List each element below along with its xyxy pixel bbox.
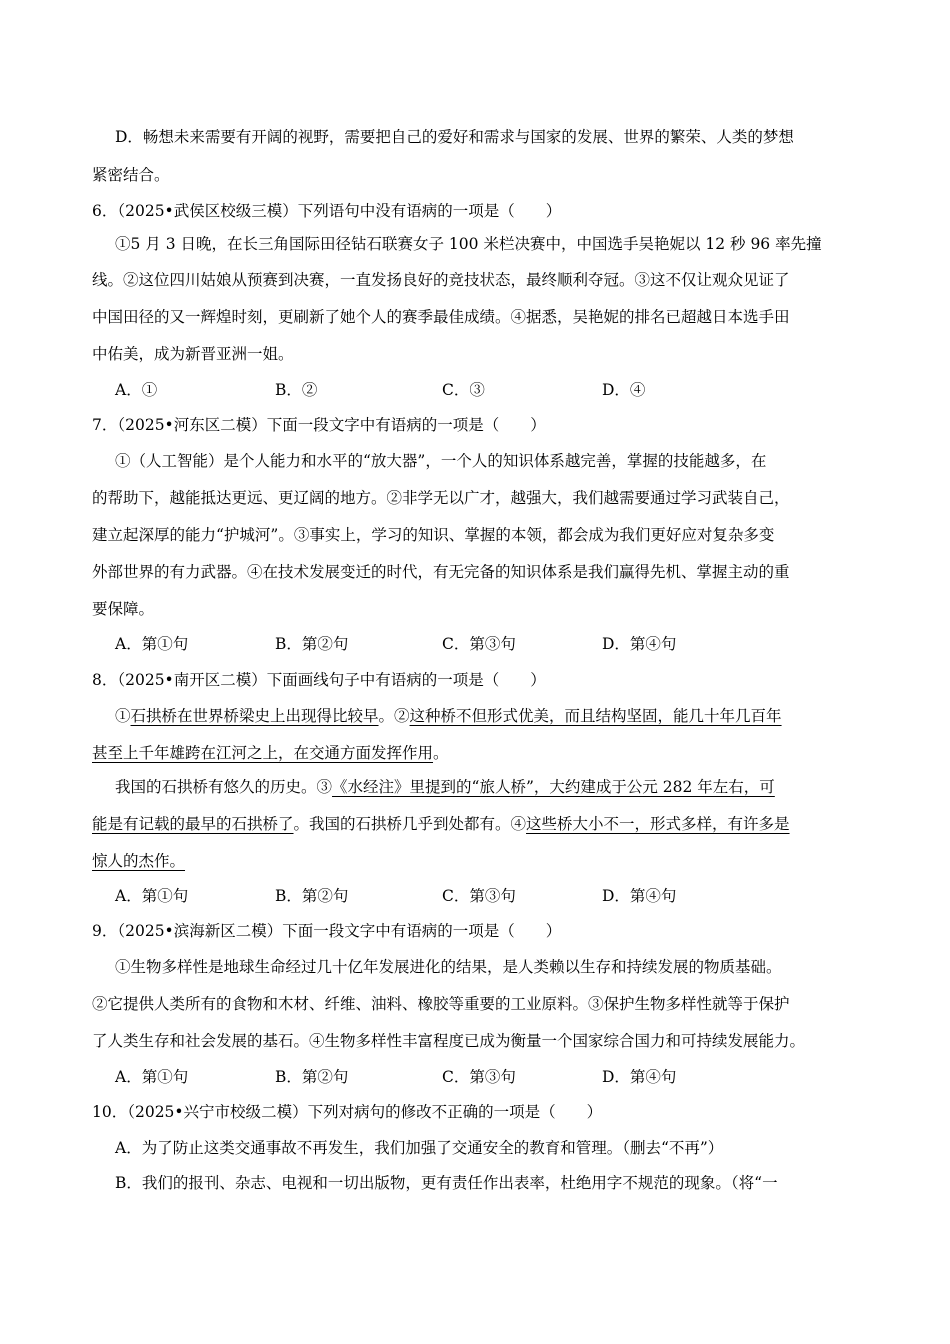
q8-passage-line2	[92, 742, 449, 764]
q8-passage-line5	[92, 850, 185, 872]
q8-passage-line1	[115, 705, 782, 727]
q5-option-d-line1: D．畅想未来需要有开阔的视野，需要把自己的爱好和需求与国家的发展、世界的繁荣、人类的梦想	[115, 128, 794, 146]
q8-option-c[interactable]: C．第③句	[442, 887, 516, 905]
q10-option-b[interactable]: B．我们的报刊、杂志、电视和一切出版物，更有责任作出表率，杜绝用字不规范的现象。（将“一	[115, 1174, 778, 1192]
q8-underlined-sentence4: 这些桥大小不一，形式多样，有许多是	[526, 815, 790, 833]
q5-option-d-line2: 紧密结合。	[92, 166, 170, 184]
q9-option-b[interactable]: B．第②句	[275, 1068, 349, 1086]
q9-option-a[interactable]: A．第①句	[115, 1068, 189, 1086]
q8-underlined-sentence4-cont: 惊人的杰作。	[92, 852, 186, 870]
q8-period: 。	[433, 744, 449, 762]
q10-option-a[interactable]: A．为了防止这类交通事故不再发生，我们加强了交通安全的教育和管理。（删去“不再”）	[115, 1139, 724, 1157]
q8-option-d[interactable]: D．第④句	[602, 887, 677, 905]
q6-option-b[interactable]: B．②	[275, 381, 318, 399]
q7-stem: 7．（2025•河东区二模）下面一段文字中有语病的一项是（ ）	[92, 416, 546, 434]
q8-underlined-sentence3: 《水经注》里提到的“旅人桥”，大约建成于公元 282 年左右，可	[332, 778, 775, 796]
q7-option-c[interactable]: C．第③句	[442, 635, 516, 653]
q8-option-a[interactable]: A．第①句	[115, 887, 189, 905]
q8-plain-text2: 。我国的石拱桥几乎到处都有。④	[293, 815, 527, 833]
q8-plain-text: 我国的石拱桥有悠久的历史。③	[115, 778, 333, 796]
q6-option-a[interactable]: A．①	[115, 381, 158, 399]
q7-option-b[interactable]: B．第②句	[275, 635, 349, 653]
q6-stem: 6．（2025•武侯区校级三模）下列语句中没有语病的一项是（ ）	[92, 202, 562, 220]
q8-sentence1-marker: ①	[115, 707, 131, 725]
q7-passage-line4: 外部世界的有力武器。④在技术发展变迁的时代，有无完备的知识体系是我们赢得先机、掌握主动的重	[92, 563, 790, 581]
q6-option-c[interactable]: C．③	[442, 381, 485, 399]
q10-stem: 10．（2025•兴宁市校级二模）下列对病句的修改不正确的一项是（ ）	[92, 1103, 603, 1121]
q8-passage-line3	[115, 776, 775, 798]
q7-passage-line5: 要保障。	[92, 600, 155, 618]
q7-passage-line2: 的帮助下，越能抵达更远、更辽阔的地方。②非学无以广才，越强大，我们越需要通过学习武装自己，	[92, 489, 790, 507]
q6-option-d[interactable]: D．④	[602, 381, 646, 399]
q9-stem: 9．（2025•滨海新区二模）下面一段文字中有语病的一项是（ ）	[92, 922, 562, 940]
q7-option-d[interactable]: D．第④句	[602, 635, 677, 653]
q8-underlined-sentence1: 石拱桥在世界桥梁史上出现得比较早	[130, 707, 379, 725]
q7-option-a[interactable]: A．第①句	[115, 635, 189, 653]
q8-underlined-sentence2-cont: 甚至上千年雄跨在江河之上，在交通方面发挥作用	[92, 744, 434, 762]
q9-passage-line1: ①生物多样性是地球生命经过几十亿年发展进化的结果，是人类赖以生存和持续发展的物质基础。	[115, 958, 782, 976]
q6-passage-line4: 中佑美，成为新晋亚洲一姐。	[92, 345, 294, 363]
q8-stem: 8．（2025•南开区二模）下面画线句子中有语病的一项是（ ）	[92, 671, 546, 689]
q9-passage-line2: ②它提供人类所有的食物和木材、纤维、油料、橡胶等重要的工业原料。③保护生物多样性就等于保护	[92, 995, 790, 1013]
q7-passage-line3: 建立起深厚的能力“护城河”。③事实上，学习的知识、掌握的本领，都会成为我们更好应对复杂多变	[92, 526, 775, 544]
q6-passage-line1: ①5 月 3 日晚，在长三角国际田径钻石联赛女子 100 米栏决赛中，中国选手吴艳妮以 12 秒 96 率先撞	[115, 235, 822, 253]
q6-passage-line3: 中国田径的又一辉煌时刻，更刷新了她个人的赛季最佳成绩。④据悉，吴艳妮的排名已超越日本选手田	[92, 308, 790, 326]
q8-underlined-sentence3-cont: 能是有记载的最早的石拱桥了	[92, 815, 294, 833]
q7-passage-line1: ①（人工智能）是个人能力和水平的“放大器”，一个人的知识体系越完善，掌握的技能越多，在	[115, 452, 767, 470]
q8-underlined-sentence2: 这种桥不但形式优美，而且结构坚固，能几十年几百年	[409, 707, 782, 725]
q6-passage-line2: 线。②这位四川姑娘从预赛到决赛，一直发扬良好的竞技状态，最终顺利夺冠。③这不仅让观众见证了	[92, 271, 790, 289]
q8-option-b[interactable]: B．第②句	[275, 887, 349, 905]
q8-sentence2-marker: 。②	[378, 707, 410, 725]
q9-option-d[interactable]: D．第④句	[602, 1068, 677, 1086]
q8-passage-line4	[92, 813, 790, 835]
q9-option-c[interactable]: C．第③句	[442, 1068, 516, 1086]
q9-passage-line3: 了人类生存和社会发展的基石。④生物多样性丰富程度已成为衡量一个国家综合国力和可持续发展能力。	[92, 1032, 806, 1050]
